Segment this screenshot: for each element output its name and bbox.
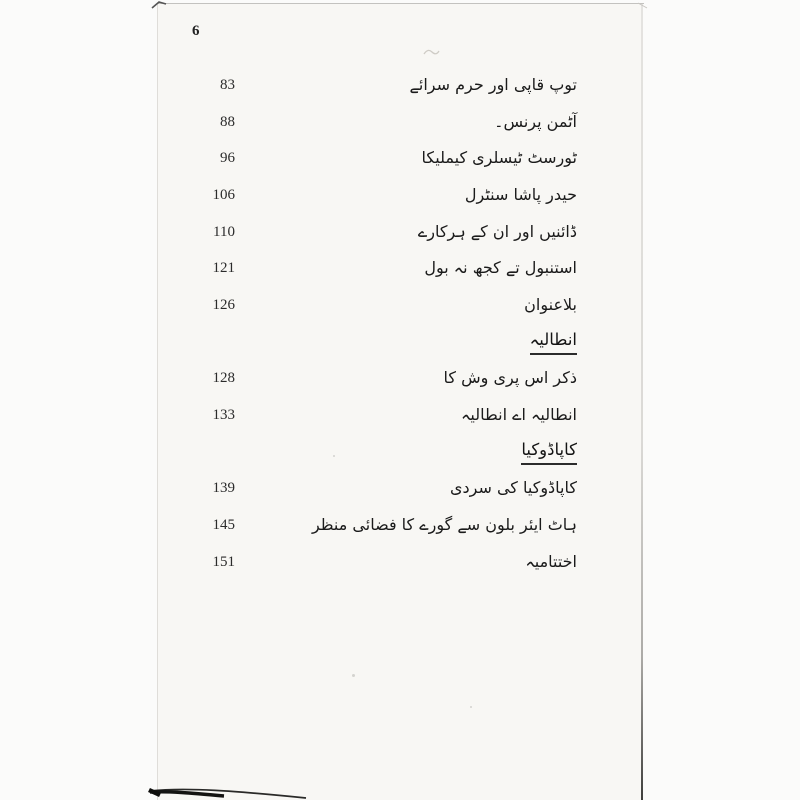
toc-entry-title: ٹورسٹ ٹیسلری کیملیکا — [421, 148, 577, 168]
toc-entry-title: انطالیہ اے انطالیہ — [461, 404, 577, 424]
toc-entry-title: ہاٹ ایئر بلون سے گورے کا فضائی منظر — [311, 514, 577, 534]
toc-entry-page-number: 121 — [212, 260, 235, 277]
toc-entry — [157, 180, 643, 210]
toc-entry-title: بلاعنوان — [524, 294, 577, 314]
toc-entry-page-number: 110 — [213, 223, 235, 240]
toc-section-heading — [157, 327, 643, 357]
toc-entry-page-number: 88 — [220, 113, 235, 130]
toc-entry — [157, 400, 643, 430]
toc-entry-title: ذکر اس پری وش کا — [443, 368, 577, 388]
toc-entry-page-number: 133 — [212, 406, 235, 423]
toc-section-heading-title: کاپاڈوکیا — [521, 439, 577, 465]
scan-speck — [558, 302, 560, 304]
book-page — [157, 4, 643, 800]
toc-entry-page-number: 151 — [212, 553, 235, 570]
toc-entry-title: کاپاڈوکیا کی سردی — [450, 478, 577, 498]
toc-entry — [157, 107, 643, 137]
page-number: 6 — [192, 23, 200, 39]
toc-entry-page-number: 128 — [212, 370, 235, 387]
toc-entry — [157, 547, 643, 577]
toc-entry-page-number: 126 — [212, 296, 235, 313]
toc-entry-title: حیدر پاشا سنٹرل — [464, 184, 577, 204]
toc-entry — [157, 143, 643, 173]
toc-entry — [157, 253, 643, 283]
scan-speck — [352, 674, 355, 677]
toc-entry — [157, 363, 643, 393]
toc-section-heading — [157, 437, 643, 467]
toc-section-heading-title: انطالیہ — [530, 329, 577, 355]
toc-entry-page-number: 83 — [220, 77, 235, 93]
toc-entry — [157, 70, 643, 100]
toc-entry-title: ڈائنیں اور ان کے ہرکارے — [417, 221, 577, 241]
scan-speck — [470, 706, 472, 708]
toc-entry-title: اختتامیہ — [525, 551, 577, 571]
toc-entry — [157, 510, 643, 540]
toc-entry — [157, 290, 643, 320]
toc-entry-title: توپ قاپی اور حرم سرائے — [409, 75, 577, 94]
toc-entry — [157, 473, 643, 503]
toc-entry-page-number: 96 — [220, 150, 235, 167]
toc-entry-title: آٹمن پرنس۔ — [494, 111, 577, 131]
toc-entry-page-number: 106 — [212, 186, 235, 203]
toc-entry-page-number: 145 — [212, 516, 235, 533]
toc-entry-title: استنبول تے کجھ نہ بول — [424, 258, 577, 278]
toc-entry — [157, 217, 643, 247]
toc-entry-page-number: 139 — [212, 480, 235, 497]
scan-speck — [333, 455, 335, 457]
